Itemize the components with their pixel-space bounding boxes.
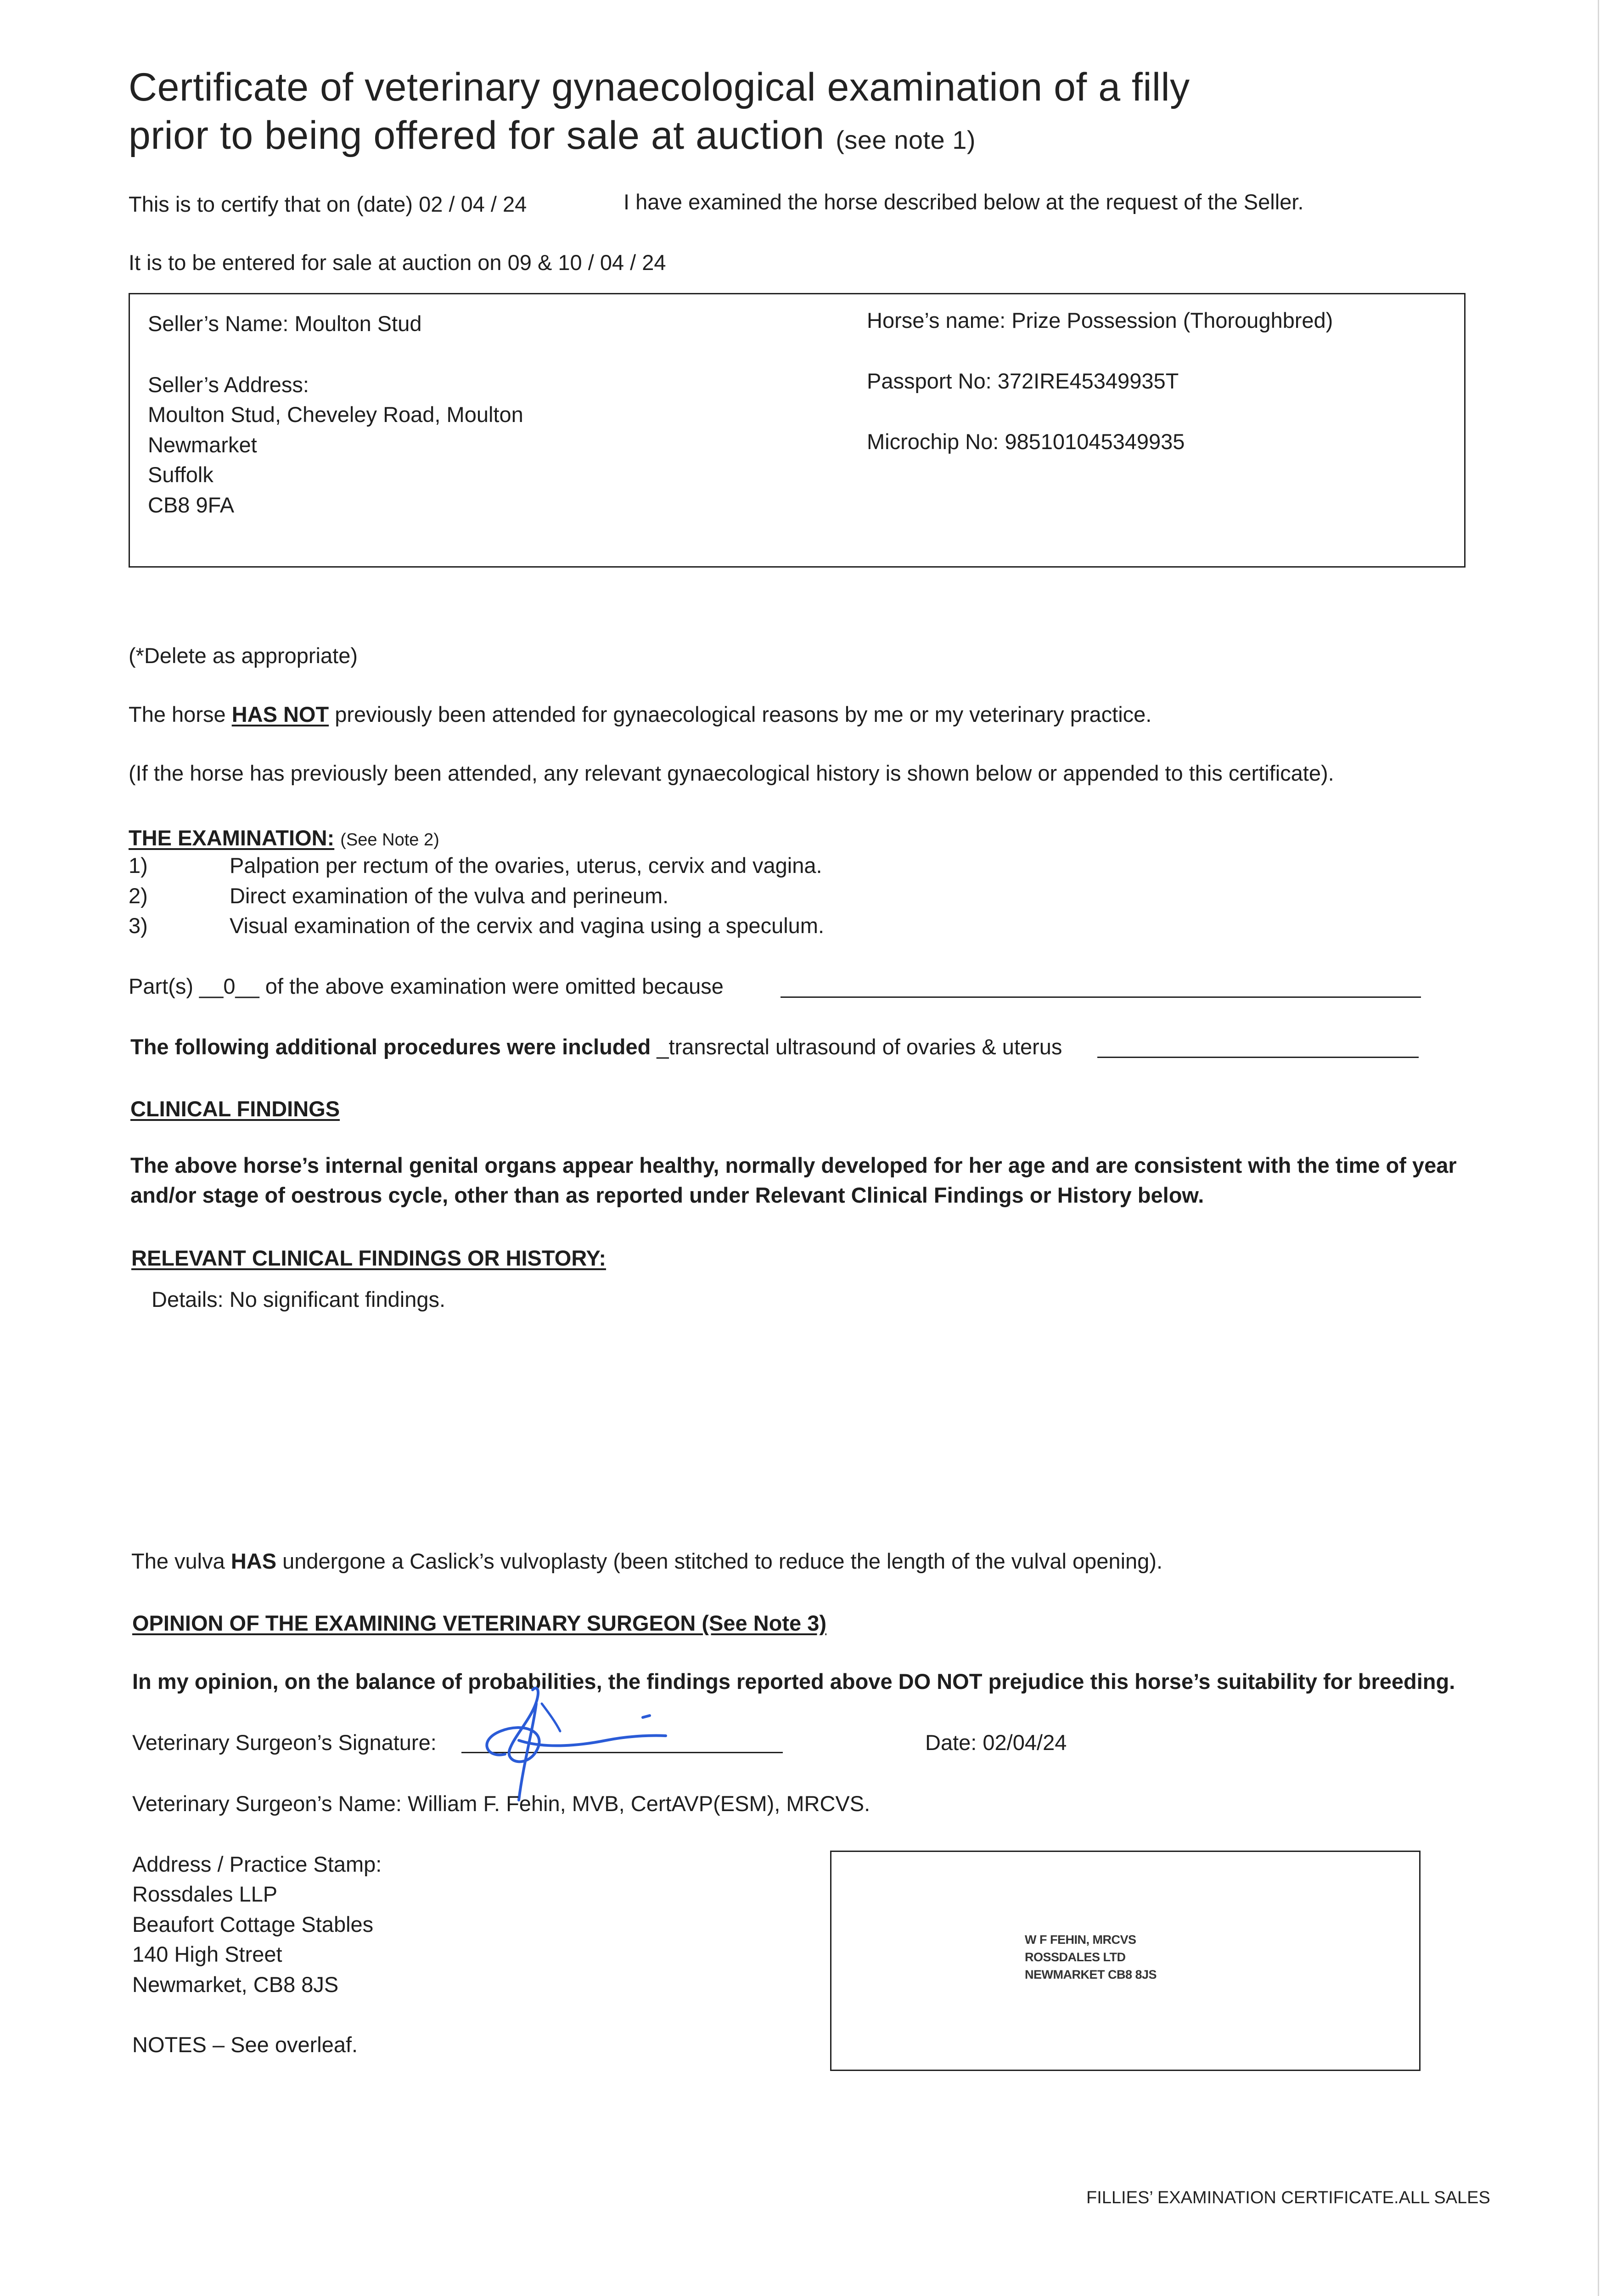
item-number: 3) xyxy=(129,913,148,938)
seller-address-line-1: Moulton Stud, Cheveley Road, Moulton xyxy=(148,402,523,427)
practice-line-4: Newmarket, CB8 8JS xyxy=(132,1972,339,1997)
practice-address-label: Address / Practice Stamp: xyxy=(132,1852,382,1876)
examination-heading-note: (See Note 2) xyxy=(340,830,439,850)
certificate-title-line2 xyxy=(129,113,976,163)
vulva-suffix: undergone a Caslick’s vulvoplasty (been stitched to reduce the length of the vulval opening). xyxy=(276,1549,1162,1573)
clinical-statement-line1: The above horse’s internal genital organs appear healthy, normally developed for her age and are consistent with the time of year xyxy=(130,1153,1457,1177)
vulva-prefix: The vulva xyxy=(131,1549,231,1573)
seller-address-line-4: CB8 9FA xyxy=(148,493,235,517)
opinion-heading: OPINION OF THE EXAMINING VETERINARY SURGEON (See Note 3) xyxy=(132,1611,827,1635)
practice-line-3: 140 High Street xyxy=(132,1942,282,1966)
certificate-title-line1: Certificate of veterinary gynaecological examination of a filly xyxy=(129,65,1190,109)
item-text: Palpation per rectum of the ovaries, uterus, cervix and vagina. xyxy=(230,853,822,878)
attended-suffix: previously been attended for gynaecological reasons by me or my veterinary practice. xyxy=(329,702,1152,726)
opinion-statement: In my opinion, on the balance of probabilities, the findings reported above DO NOT prejudice this horse’s suitability for breeding. xyxy=(132,1669,1455,1694)
passport-number: Passport No: 372IRE45349935T xyxy=(867,369,1179,393)
seller-address-label: Seller’s Address: xyxy=(148,372,309,397)
signature-date: Date: 02/04/24 xyxy=(925,1730,1067,1755)
vet-name: Veterinary Surgeon’s Name: William F. Fehin, MVB, CertAVP(ESM), MRCVS. xyxy=(132,1791,870,1816)
clinical-statement-line2: and/or stage of oestrous cycle, other than as reported under Relevant Clinical Findings or History below. xyxy=(130,1183,1204,1207)
examination-item-1 xyxy=(129,852,822,879)
item-number: 1) xyxy=(129,853,148,878)
footer-form-id: FILLIES’ EXAMINATION CERTIFICATE.ALL SALES xyxy=(1086,2188,1490,2207)
examination-heading xyxy=(129,824,439,854)
additional-label: The following additional procedures were included xyxy=(130,1035,651,1059)
scan-edge xyxy=(1598,0,1599,2296)
auction-date-line: It is to be entered for sale at auction on 09 & 10 / 04 / 24 xyxy=(129,250,666,275)
additional-procedures xyxy=(130,1033,1062,1061)
examination-heading-text: THE EXAMINATION: xyxy=(129,826,335,850)
certify-request-line: I have examined the horse described below at the request of the Seller. xyxy=(623,190,1304,214)
seller-name: Seller’s Name: Moulton Stud xyxy=(148,311,422,336)
signature-label: Veterinary Surgeon’s Signature: xyxy=(132,1730,437,1755)
notes-line: NOTES – See overleaf. xyxy=(132,2032,358,2057)
horse-name: Horse’s name: Prize Possession (Thoroughbred) xyxy=(867,308,1333,332)
stamp-line-3: NEWMARKET CB8 8JS xyxy=(1025,1968,1157,1981)
examination-item-2 xyxy=(129,882,668,910)
practice-line-2: Beaufort Cottage Stables xyxy=(132,1912,374,1936)
vulva-status: HAS xyxy=(230,1549,277,1573)
attended-prefix: The horse xyxy=(129,702,232,726)
delete-note: (*Delete as appropriate) xyxy=(129,643,358,668)
item-text: Visual examination of the cervix and vagina using a speculum. xyxy=(230,913,825,938)
additional-value: _transrectal ultrasound of ovaries & uterus xyxy=(651,1035,1062,1059)
omitted-reason-line xyxy=(781,996,1421,998)
attended-status: HAS NOT xyxy=(231,702,329,726)
certify-date-line: This is to certify that on (date) 02 / 04 / 24 xyxy=(129,192,527,216)
seller-address-line-2: Newmarket xyxy=(148,433,257,457)
vulva-statement xyxy=(131,1548,1162,1575)
item-number: 2) xyxy=(129,884,148,908)
attended-statement xyxy=(129,701,1151,728)
item-text: Direct examination of the vulva and perineum. xyxy=(230,884,669,908)
signature-scribble xyxy=(468,1671,689,1809)
stamp-line-1: W F FEHIN, MRCVS xyxy=(1025,1933,1136,1947)
practice-line-1: Rossdales LLP xyxy=(132,1882,278,1906)
omitted-statement: Part(s) __0__ of the above examination were omitted because xyxy=(129,974,724,998)
title-line2-text: prior to being offered for sale at auction xyxy=(129,113,825,158)
microchip-number: Microchip No: 985101045349935 xyxy=(867,429,1185,454)
examination-item-3 xyxy=(129,912,824,940)
stamp-line-2: ROSSDALES LTD xyxy=(1025,1950,1126,1964)
relevant-findings-heading: RELEVANT CLINICAL FINDINGS OR HISTORY: xyxy=(131,1246,607,1270)
history-note: (If the horse has previously been attended, any relevant gynaecological history is shown below or appended to this certificate). xyxy=(129,761,1334,785)
clinical-findings-heading: CLINICAL FINDINGS xyxy=(130,1097,340,1121)
seller-address-line-3: Suffolk xyxy=(148,462,213,487)
title-note: (see note 1) xyxy=(836,125,976,154)
relevant-findings-details: Details: No significant findings. xyxy=(152,1287,446,1311)
additional-fill-line xyxy=(1097,1057,1419,1058)
